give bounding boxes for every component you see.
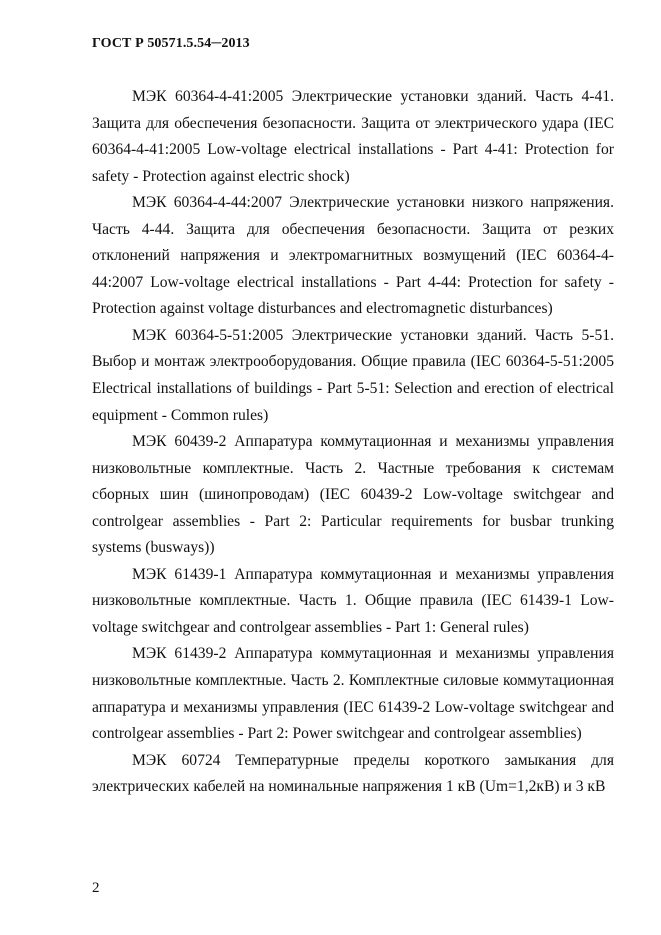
references-list	[92, 84, 614, 801]
page-number: 2	[92, 880, 100, 896]
reference-paragraph: МЭК 60439-2 Аппаратура коммутационная и механизмы управления низковольтные комплектные. Часть 2. Частные требования к системам сборных шин (шинопроводам) (IEC 60439-2 Low-voltage switchgear and controlgear assemblies - Part 2: Particular requirements for busbar trunking systems (busways))	[92, 433, 614, 557]
reference-paragraph: МЭК 60364-4-41:2005 Электрические установки зданий. Часть 4-41. Защита для обеспечения безопасности. Защита от электрического удара (IEC 60364-4-41:2005 Low-voltage electrical installations - Part 4-41: Protection for safety - Protection against electric shock)	[92, 88, 614, 185]
reference-paragraph: МЭК 61439-2 Аппаратура коммутационная и механизмы управления низковольтные комплектные. Часть 2. Комплектные силовые коммутационная аппаратура и механизмы управления (IEC 61439-2 Low-voltage switchgear and controlgear assemblies - Part 2: Power switchgear and controlgear assemblies)	[92, 645, 614, 743]
standard-header: ГОСТ Р 50571.5.54─2013	[92, 36, 250, 51]
reference-paragraph: МЭК 60364-4-44:2007 Электрические установки низкого напряжения. Часть 4-44. Защита для обеспечения безопасности. Защита от резких отклонений напряжения и электромагнитных возмущений (IEC 60364-4-44:2007 Low-voltage electrical installations - Part 4-44: Protection for safety - Protection against voltage disturbances and electromagnetic disturbances)	[92, 194, 614, 318]
reference-paragraph: МЭК 60364-5-51:2005 Электрические установки зданий. Часть 5-51. Выбор и монтаж электрооборудования. Общие правила (IEC 60364-5-51:2005 Electrical installations of buildings - Part 5-51: Selection and erection of electrical equipment - Common rules)	[92, 326, 614, 424]
reference-paragraph: МЭК 61439-1 Аппаратура коммутационная и механизмы управления низковольтные комплектные. Часть 1. Общие правила (IEC 61439-1 Low-voltage switchgear and controlgear assemblies - Part 1: General rules)	[92, 565, 614, 636]
reference-paragraph: МЭК 60724 Температурные пределы короткого замыкания для электрических кабелей на номинальные напряжения 1 кВ (Um=1,2кВ) и 3 кВ	[92, 751, 614, 796]
